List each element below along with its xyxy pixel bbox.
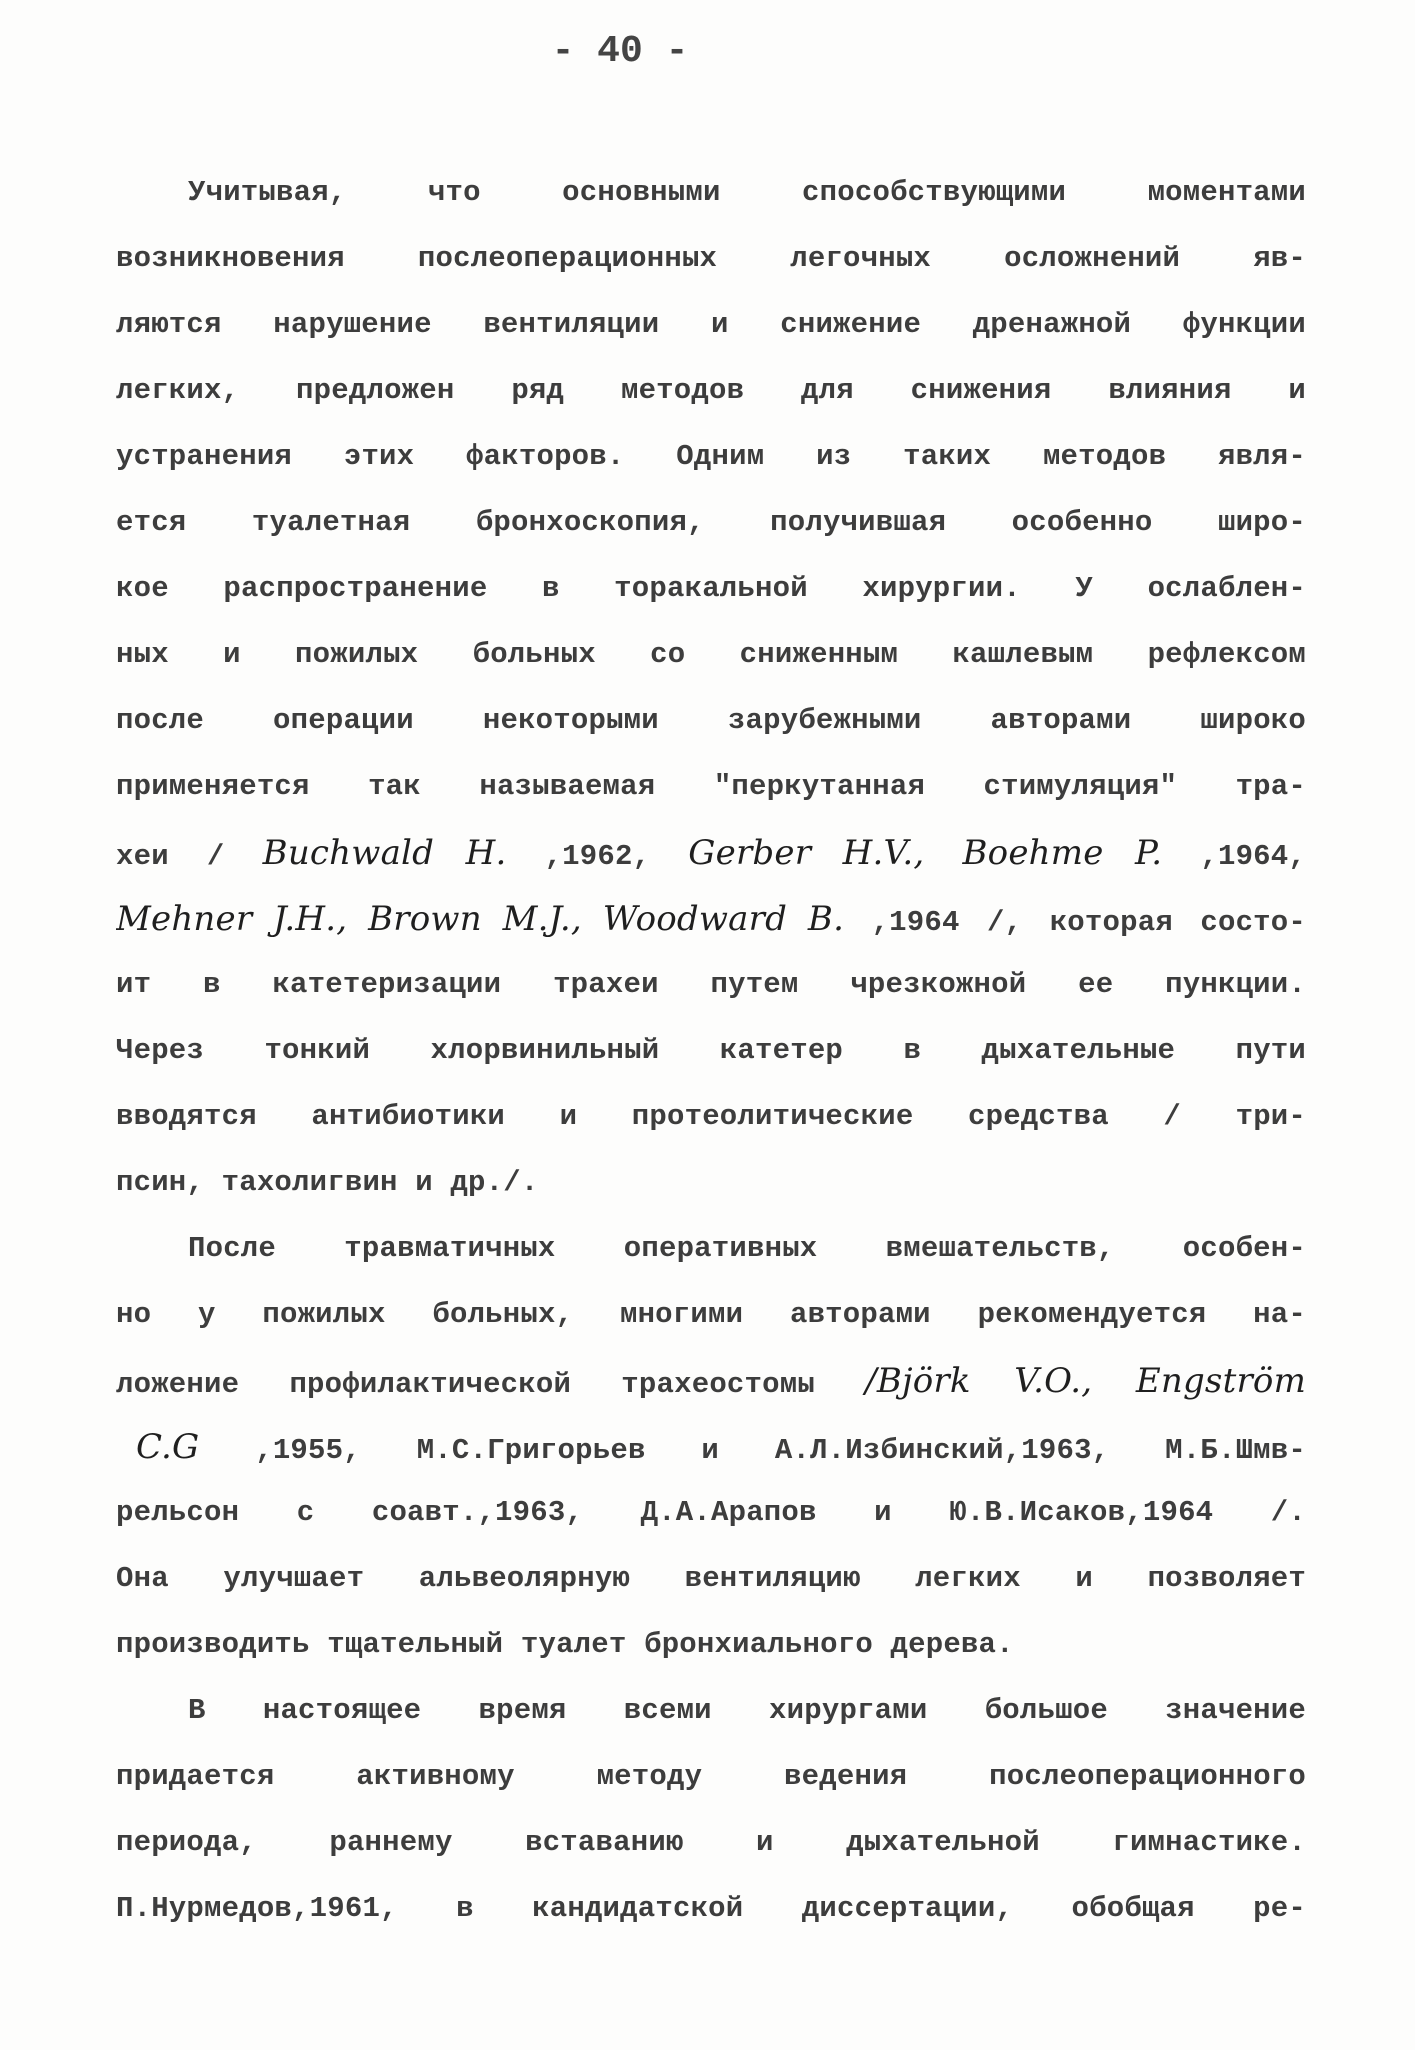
- text-line: [116, 556, 1306, 622]
- typed-text: возникновения послеоперационных легочных осложнений яв-: [116, 242, 1306, 275]
- handwritten-reference: C.G: [136, 1427, 200, 1467]
- body-text: [116, 160, 1306, 1942]
- text-line: [116, 1480, 1306, 1546]
- text-line: [116, 358, 1306, 424]
- typed-text: псин, тахолигвин и др./.: [116, 1166, 539, 1199]
- handwritten-reference: /Björk V.O., Engström: [865, 1361, 1306, 1401]
- typed-text: производить тщательный туалет бронхиального дерева.: [116, 1628, 1014, 1661]
- text-line: [116, 1744, 1306, 1810]
- text-line: [116, 820, 1306, 886]
- typed-text: кое распространение в торакальной хирургии. У ослаблен-: [116, 572, 1306, 605]
- page-number: - 40 -: [551, 30, 689, 73]
- paragraph: [116, 160, 1306, 1216]
- text-line: [116, 1348, 1306, 1414]
- typed-text: ,1964 /, которая состо-: [844, 906, 1306, 939]
- typed-text: ,1964,: [1162, 840, 1306, 873]
- text-line: [116, 226, 1306, 292]
- text-line: [116, 1282, 1306, 1348]
- text-line: [116, 490, 1306, 556]
- typed-text: После травматичных оперативных вмешательств, особен-: [188, 1232, 1306, 1265]
- paragraph: [116, 1678, 1306, 1942]
- typed-text: рельсон с соавт.,1963, Д.А.Арапов и Ю.В.Исаков,1964 /.: [116, 1496, 1306, 1529]
- typed-text: В настоящее время всеми хирургами большое значение: [188, 1694, 1306, 1727]
- typed-text: ,1962,: [506, 840, 689, 873]
- text-line: [116, 754, 1306, 820]
- text-line: [116, 1216, 1306, 1282]
- typed-text: придается активному методу ведения послеоперационного: [116, 1760, 1306, 1793]
- text-line: [116, 1084, 1306, 1150]
- typed-text: ложение профилактической трахеостомы: [116, 1368, 866, 1401]
- typed-text: ,1955, М.С.Григорьев и А.Л.Избинский,1963, М.Б.Шмв-: [199, 1434, 1306, 1467]
- typed-text: хеи /: [116, 840, 263, 873]
- text-line: [116, 622, 1306, 688]
- typed-text: ляются нарушение вентиляции и снижение дренажной функции: [116, 308, 1306, 341]
- text-line: [116, 1612, 1306, 1678]
- handwritten-reference: Buchwald H.: [262, 833, 507, 873]
- handwritten-reference: Gerber H.V.,: [688, 833, 925, 873]
- typed-text: легких, предложен ряд методов для снижения влияния и: [116, 374, 1306, 407]
- typed-text: ит в катетеризации трахеи путем чрезкожной ее пункции.: [116, 968, 1306, 1001]
- typed-text: вводятся антибиотики и протеолитические средства / три-: [116, 1100, 1306, 1133]
- text-line: [116, 1150, 1306, 1216]
- typed-text: ется туалетная бронхоскопия, получившая особенно широ-: [116, 506, 1306, 539]
- text-line: [116, 1810, 1306, 1876]
- typed-text: периода, раннему вставанию и дыхательной гимнастике.: [116, 1826, 1306, 1859]
- typed-text: Учитывая, что основными способствующими моментами: [188, 176, 1306, 209]
- typed-text: Через тонкий хлорвинильный катетер в дыхательные пути: [116, 1034, 1306, 1067]
- text-line: [116, 952, 1306, 1018]
- handwritten-reference: Mehner J.H., Brown M.J., Woodward B.: [116, 899, 845, 939]
- typed-text: Она улучшает альвеолярную вентиляцию легких и позволяет: [116, 1562, 1306, 1595]
- typed-text: применяется так называемая "перкутанная стимуляция" тра-: [116, 770, 1306, 803]
- handwritten-reference: Boehme P.: [962, 833, 1163, 873]
- text-line: [116, 292, 1306, 358]
- text-line: [116, 1678, 1306, 1744]
- typed-text: П.Нурмедов,1961, в кандидатской диссертации, обобщая ре-: [116, 1892, 1306, 1925]
- text-line: [116, 688, 1306, 754]
- typed-text: устранения этих факторов. Одним из таких методов явля-: [116, 440, 1306, 473]
- text-line: [116, 1876, 1306, 1942]
- typed-text: ных и пожилых больных со сниженным кашлевым рефлексом: [116, 638, 1306, 671]
- typed-text: после операции некоторыми зарубежными авторами широко: [116, 704, 1306, 737]
- typed-text: но у пожилых больных, многими авторами рекомендуется на-: [116, 1298, 1306, 1331]
- text-line: [116, 1546, 1306, 1612]
- text-line: [116, 424, 1306, 490]
- text-line: [116, 1018, 1306, 1084]
- typed-text: [924, 840, 962, 873]
- paragraph: [116, 1216, 1306, 1678]
- text-line: [116, 886, 1306, 952]
- text-line: [116, 1414, 1306, 1480]
- text-line: [116, 160, 1306, 226]
